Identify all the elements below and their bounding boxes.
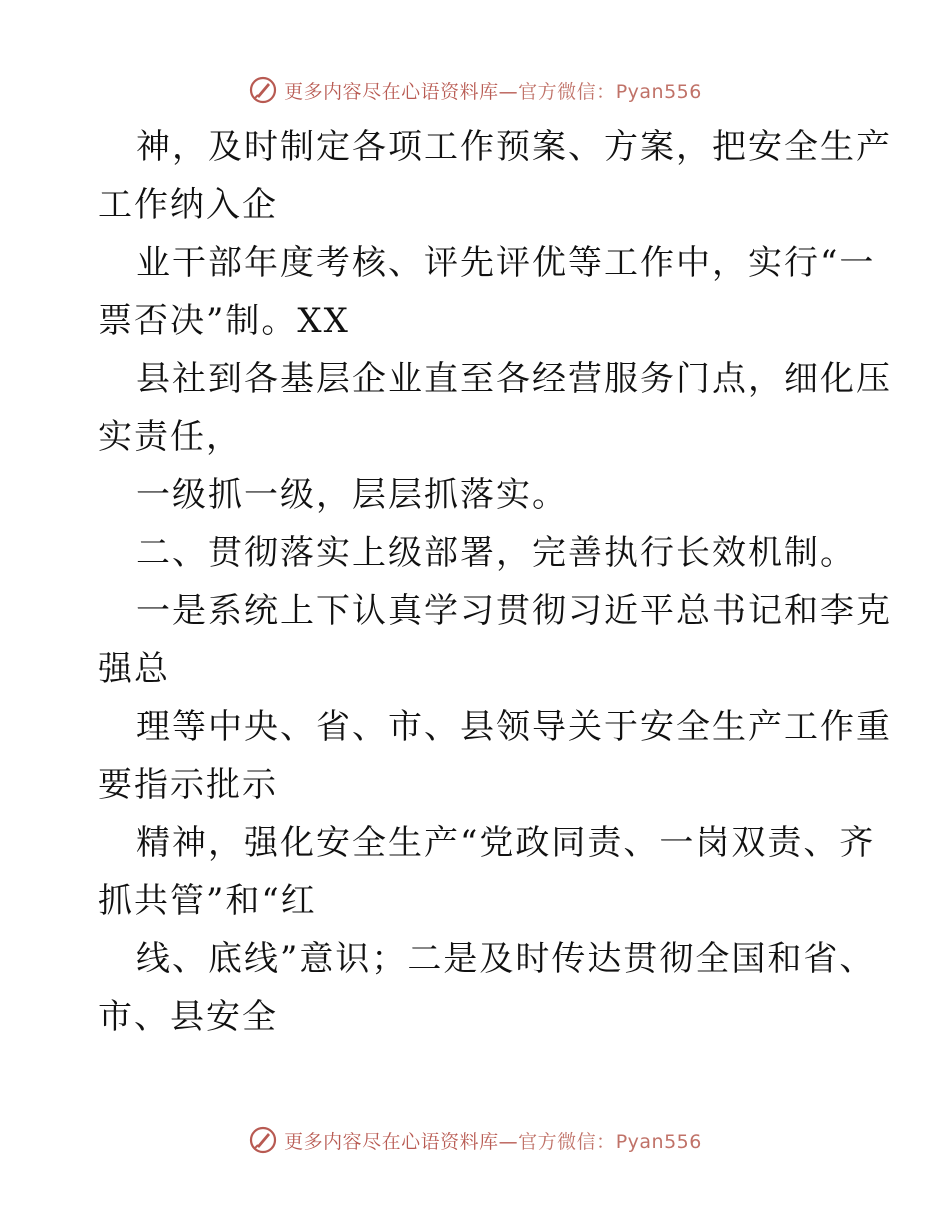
body-line: 抓共管”和“红 (98, 881, 317, 921)
header-watermark (0, 72, 950, 108)
body-line: 要指示批示 (98, 765, 278, 805)
footer-watermark (0, 1122, 950, 1158)
document-body (98, 118, 892, 1046)
body-line: 神，及时制定各项工作预案、方案，把安全生产 (136, 127, 892, 167)
body-line: 业干部年度考核、评先评优等工作中，实行“一 (136, 243, 876, 283)
body-line: 票否决”制。XX (98, 301, 350, 341)
body-line: 工作纳入企 (98, 185, 278, 225)
watermark-main: 更多内容尽在心语资料库 (284, 1130, 499, 1153)
body-line: 一是系统上下认真学习贯彻习近平总书记和李克 (136, 591, 892, 631)
body-line: 县社到各基层企业直至各经营服务门点，细化压 (136, 359, 892, 399)
watermark-main: 更多内容尽在心语资料库 (284, 80, 499, 103)
watermark-separator: — (498, 80, 519, 103)
quill-pen-logo-icon (248, 75, 278, 105)
watermark-separator: — (498, 1130, 519, 1153)
body-line: 线、底线”意识；二是及时传达贯彻全国和省、 (136, 939, 876, 979)
watermark-wechat-id: Pyan556 (615, 80, 702, 103)
body-line: 强总 (98, 649, 170, 689)
body-line: 实责任， (98, 417, 242, 457)
body-line: 二、贯彻落实上级部署，完善执行长效机制。 (136, 533, 856, 573)
watermark-wechat-label: 官方微信： (518, 80, 616, 103)
watermark-text (284, 1127, 702, 1154)
watermark-text (284, 77, 702, 104)
body-line: 精神，强化安全生产“党政同责、一岗双责、齐 (136, 823, 876, 863)
body-line: 市、县安全 (98, 997, 278, 1037)
watermark-wechat-id: Pyan556 (615, 1130, 702, 1153)
body-line: 一级抓一级，层层抓落实。 (136, 475, 568, 515)
watermark-wechat-label: 官方微信： (518, 1130, 616, 1153)
quill-pen-logo-icon (248, 1125, 278, 1155)
body-line: 理等中央、省、市、县领导关于安全生产工作重 (136, 707, 892, 747)
